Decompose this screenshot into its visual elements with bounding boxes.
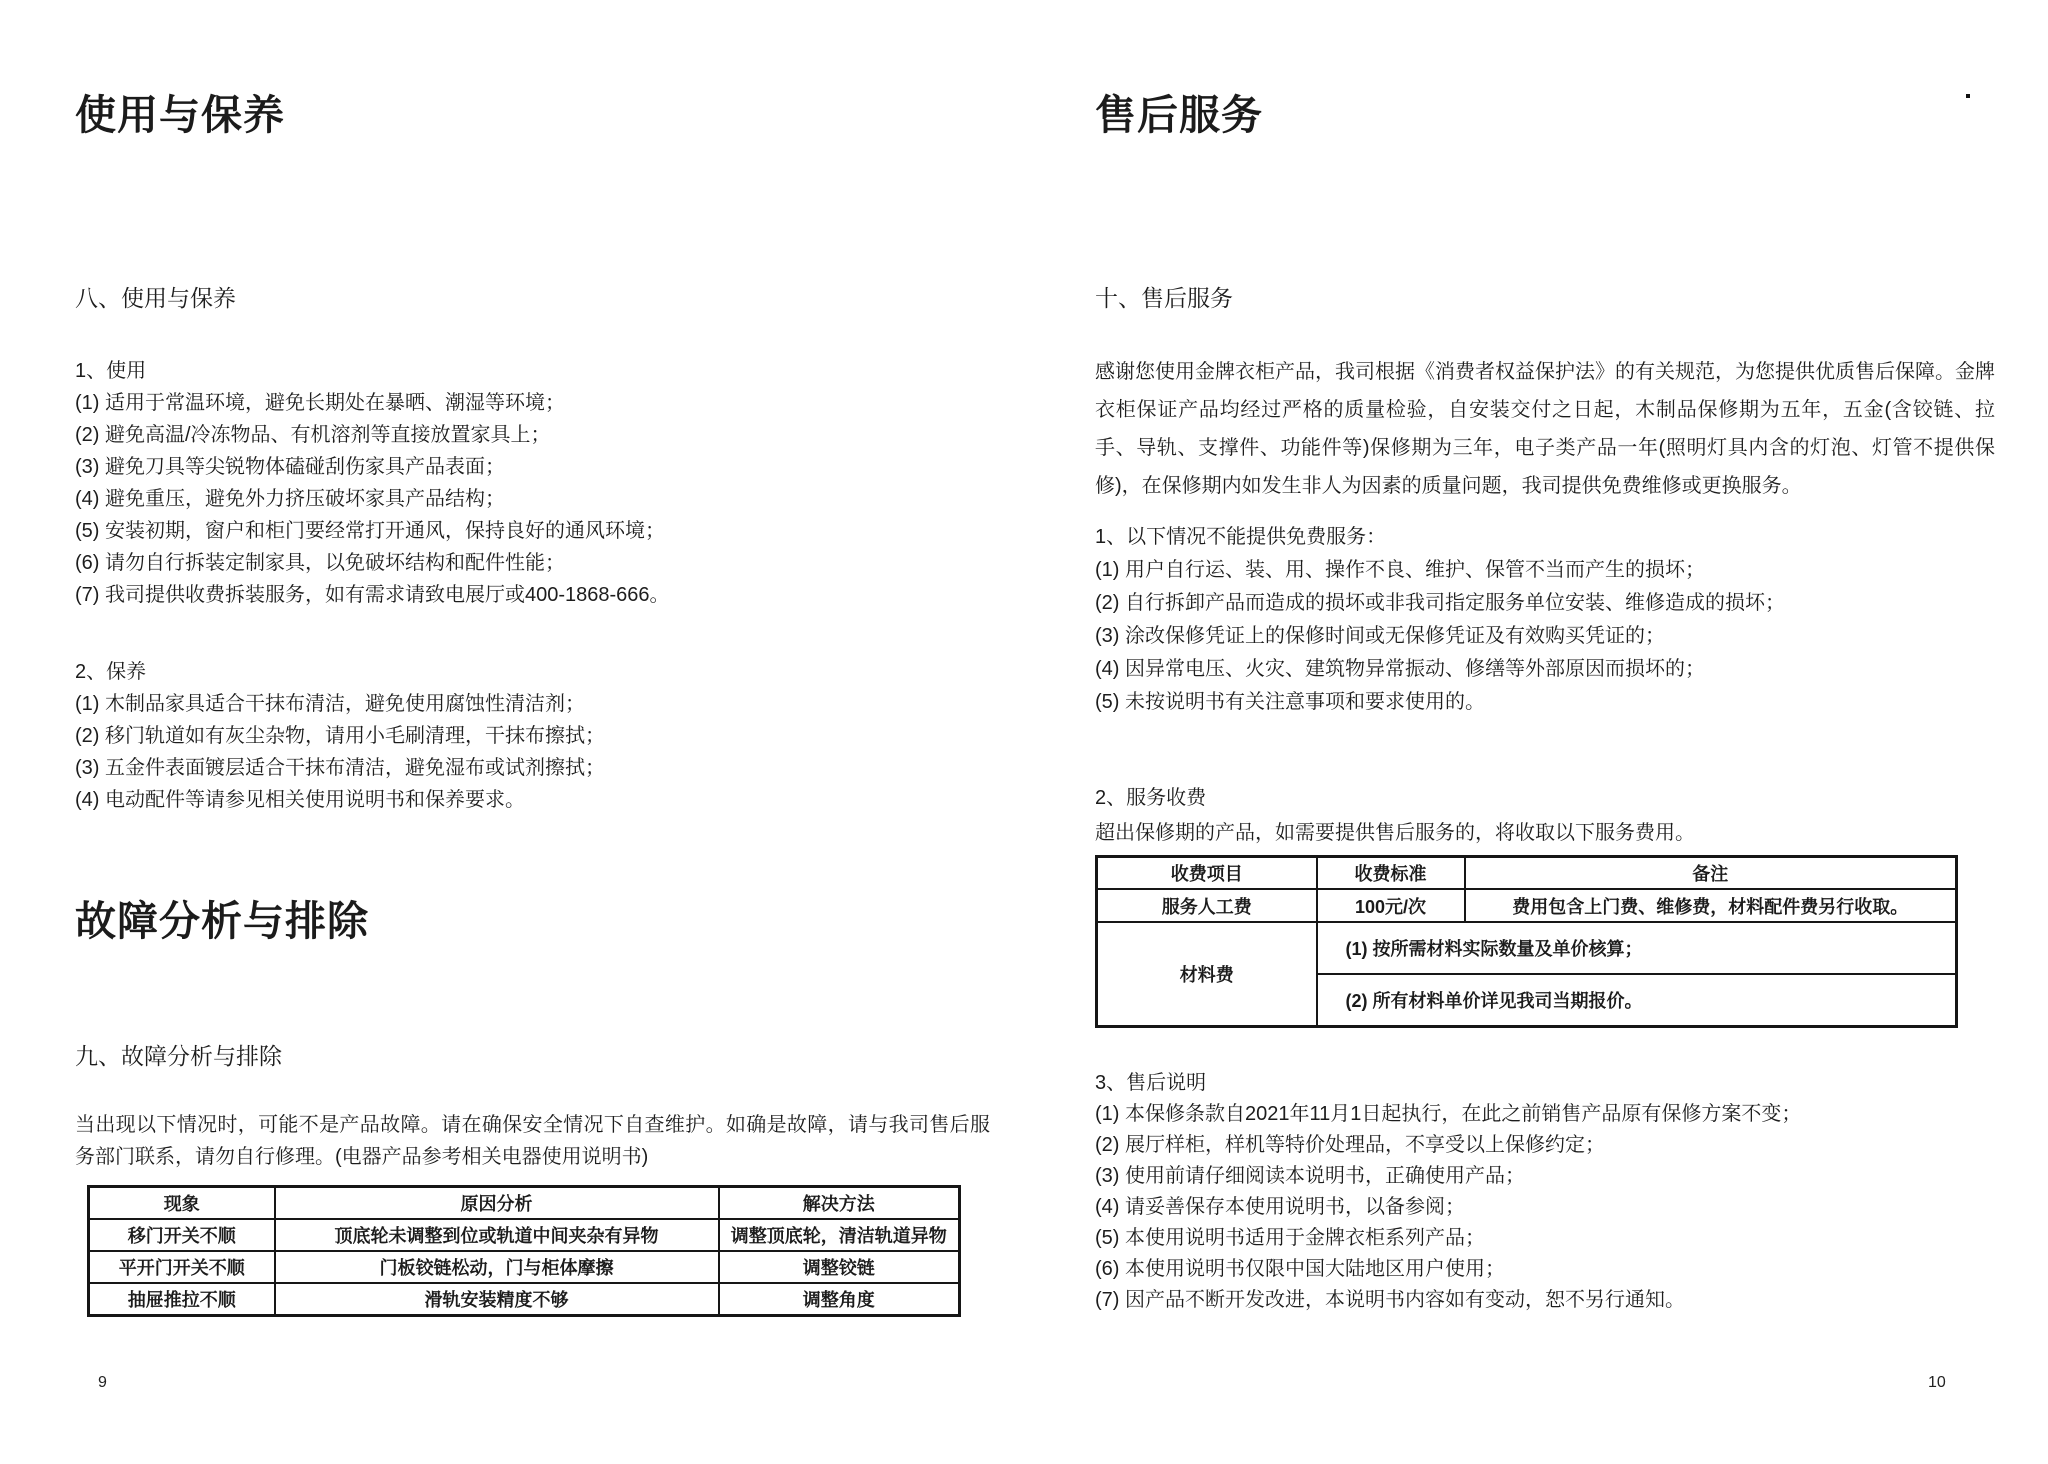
col-header-phenomenon: 现象 bbox=[89, 1187, 275, 1220]
list-item: (3) 避免刀具等尖锐物体磕碰刮伤家具产品表面； bbox=[75, 456, 505, 478]
section-heading-8: 八、使用与保养 bbox=[75, 285, 236, 311]
page-number-left: 9 bbox=[98, 1374, 107, 1391]
table-row bbox=[89, 1283, 960, 1316]
list-item: (5) 安装初期，窗户和柜门要经常打开通风，保持良好的通风环境； bbox=[75, 520, 665, 542]
list-item: (5) 未按说明书有关注意事项和要求使用的。 bbox=[1095, 691, 1485, 713]
page-title-after-sales: 售后服务 bbox=[1095, 92, 1263, 138]
table-cell: 服务人工费 bbox=[1097, 889, 1317, 922]
after-sales-notes-heading: 3、售后说明 bbox=[1095, 1072, 1207, 1094]
after-sales-intro: 感谢您使用金牌衣柜产品，我司根据《消费者权益保护法》的有关规范，为您提供优质售后保障。金牌衣柜保证产品均经过严格的质量检验，自安装交付之日起，木制品保修期为五年，五金(含铰链、拉手、导轨、支撑件、功能件等)保修期为三年，电子类产品一年(照明灯具内含的灯泡、灯管不提供保修)，在保修期内如发生非人为因素的质量问题，我司提供免费维修或更换服务。 bbox=[1095, 361, 1995, 497]
table-cell: 调整铰链 bbox=[719, 1251, 960, 1283]
service-fee-description: 超出保修期的产品，如需要提供售后服务的，将收取以下服务费用。 bbox=[1095, 822, 1695, 844]
page-number-right: 10 bbox=[1928, 1374, 1946, 1391]
list-item: (2) 展厅样柜，样机等特价处理品，不享受以上保修约定； bbox=[1095, 1134, 1605, 1156]
list-item: (1) 本保修条款自2021年11月1日起执行，在此之前销售产品原有保修方案不变； bbox=[1095, 1103, 1802, 1125]
table-cell: 调整角度 bbox=[719, 1283, 960, 1316]
list-item: (4) 电动配件等请参见相关使用说明书和保养要求。 bbox=[75, 789, 525, 811]
list-item: (7) 因产品不断开发改进，本说明书内容如有变动，恕不另行通知。 bbox=[1095, 1289, 1685, 1311]
troubleshooting-intro: 当出现以下情况时，可能不是产品故障。请在确保安全情况下自查维护。如确是故障，请与我司售后服务部门联系，请勿自行修理。(电器产品参考相关电器使用说明书) bbox=[75, 1114, 990, 1168]
list-item: (5) 本使用说明书适用于金牌衣柜系列产品； bbox=[1095, 1227, 1485, 1249]
table-cell: 滑轨安装精度不够 bbox=[275, 1283, 719, 1316]
page-title-use-care: 使用与保养 bbox=[75, 92, 285, 138]
service-fee-section bbox=[1095, 781, 1995, 851]
table-cell: 费用包含上门费、维修费，材料配件费另行收取。 bbox=[1465, 889, 1957, 922]
table-cell: (2) 所有材料单价详见我司当期报价。 bbox=[1317, 974, 1957, 1027]
table-cell: 调整顶底轮，清洁轨道异物 bbox=[719, 1219, 960, 1251]
list-item: (3) 使用前请仔细阅读本说明书，正确使用产品； bbox=[1095, 1165, 1525, 1187]
table-cell-material-label: 材料费 bbox=[1097, 922, 1317, 1027]
list-item: (1) 用户自行运、装、用、操作不良、维护、保管不当而产生的损坏； bbox=[1095, 559, 1705, 581]
left-page bbox=[75, 0, 990, 1464]
list-item: (2) 自行拆卸产品而造成的损坏或非我司指定服务单位安装、维修造成的损坏； bbox=[1095, 592, 1785, 614]
col-header-cause: 原因分析 bbox=[275, 1187, 719, 1220]
table-row bbox=[89, 1219, 960, 1251]
col-header-fee-standard: 收费标准 bbox=[1317, 857, 1465, 890]
table-cell: 100元/次 bbox=[1317, 889, 1465, 922]
list-item: (4) 避免重压，避免外力挤压破坏家具产品结构； bbox=[75, 488, 505, 510]
list-item: (3) 五金件表面镀层适合干抹布清洁，避免湿布或试剂擦拭； bbox=[75, 757, 605, 779]
right-page bbox=[1095, 0, 1995, 1464]
list-item: (4) 请妥善保存本使用说明书，以备参阅； bbox=[1095, 1196, 1465, 1218]
stray-dot-mark bbox=[1966, 94, 1970, 98]
table-cell: 平开门开关不顺 bbox=[89, 1251, 275, 1283]
no-free-service-heading: 1、以下情况不能提供免费服务： bbox=[1095, 526, 1387, 548]
troubleshooting-table bbox=[87, 1185, 961, 1317]
no-free-service-list bbox=[1095, 521, 1995, 719]
list-item: (1) 适用于常温环境，避免长期处在暴晒、潮湿等环境； bbox=[75, 392, 565, 414]
list-item: (4) 因异常电压、火灾、建筑物异常振动、修缮等外部原因而损坏的； bbox=[1095, 658, 1705, 680]
table-row bbox=[1097, 922, 1957, 974]
section-heading-10: 十、售后服务 bbox=[1095, 285, 1233, 311]
list-item: (1) 木制品家具适合干抹布清洁，避免使用腐蚀性清洁剂； bbox=[75, 693, 585, 715]
list-item: (3) 涂改保修凭证上的保修时间或无保修凭证及有效购买凭证的； bbox=[1095, 625, 1665, 647]
section-heading-9: 九、故障分析与排除 bbox=[75, 1043, 282, 1069]
page-title-troubleshooting: 故障分析与排除 bbox=[75, 898, 369, 944]
table-cell: 门板铰链松动，门与柜体摩擦 bbox=[275, 1251, 719, 1283]
service-fee-heading: 2、服务收费 bbox=[1095, 787, 1207, 809]
table-row bbox=[1097, 889, 1957, 922]
table-cell: (1) 按所需材料实际数量及单价核算； bbox=[1317, 922, 1957, 974]
service-fee-table bbox=[1095, 855, 1958, 1028]
table-cell: 顶底轮未调整到位或轨道中间夹杂有异物 bbox=[275, 1219, 719, 1251]
table-header-row bbox=[89, 1187, 960, 1220]
list-item: (7) 我司提供收费拆装服务，如有需求请致电展厅或400-1868-666。 bbox=[75, 584, 670, 606]
list-item: (2) 避免高温/冷冻物品、有机溶剂等直接放置家具上； bbox=[75, 424, 551, 446]
list-item: (6) 请勿自行拆装定制家具，以免破坏结构和配件性能； bbox=[75, 552, 565, 574]
care-list-heading: 2、保养 bbox=[75, 661, 147, 683]
care-list bbox=[75, 656, 990, 816]
use-list-heading: 1、使用 bbox=[75, 360, 147, 382]
col-header-remark: 备注 bbox=[1465, 857, 1957, 890]
list-item: (6) 本使用说明书仅限中国大陆地区用户使用； bbox=[1095, 1258, 1505, 1280]
col-header-solution: 解决方法 bbox=[719, 1187, 960, 1220]
list-item: (2) 移门轨道如有灰尘杂物，请用小毛刷清理，干抹布擦拭； bbox=[75, 725, 605, 747]
table-row bbox=[89, 1251, 960, 1283]
use-list bbox=[75, 355, 990, 611]
table-header-row bbox=[1097, 857, 1957, 890]
col-header-fee-item: 收费项目 bbox=[1097, 857, 1317, 890]
table-cell: 抽屉推拉不顺 bbox=[89, 1283, 275, 1316]
after-sales-notes-list bbox=[1095, 1068, 1995, 1316]
table-cell: 移门开关不顺 bbox=[89, 1219, 275, 1251]
